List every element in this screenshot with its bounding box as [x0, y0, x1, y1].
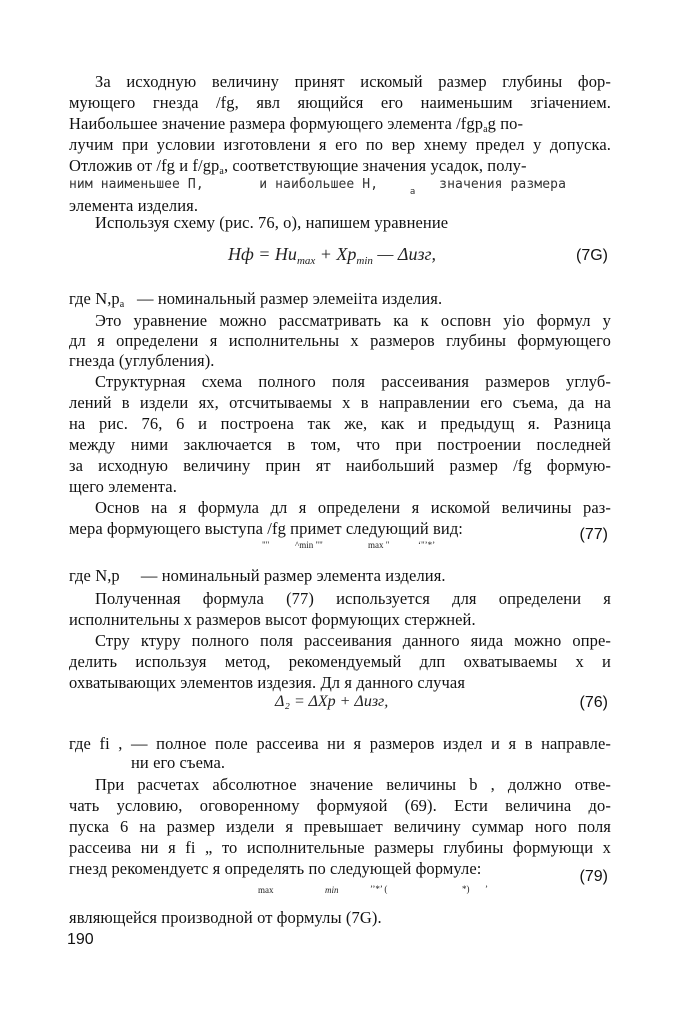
text-line: элемента изделия. [69, 196, 199, 215]
text-line: мующего гнезда /fg, явл яющийся его наименьшим згiачением. [69, 93, 611, 112]
text-line: на рис. 76, 6 и построена так же, как и предыдущ я. Разница [69, 414, 611, 433]
text-line: Это уравнение можно рассматривать ка к осповн yio формул у [95, 311, 611, 330]
text-line: лений в издели ях, отсчитываемы х в направлении его съема, да на [69, 393, 611, 412]
text-line: между ними заключается в том, что при построении последней [69, 435, 611, 454]
text-line: пуска 6 на размер издели я превышает величину суммар ного поля [69, 817, 611, 836]
text-line: охватывающих элементов издезия. Дл я данного случая [69, 673, 466, 692]
equation-number: (76) [579, 694, 608, 711]
text-line: Основ на я формула дл я определени я искомой величины раз- [95, 498, 611, 517]
text-line: где N,p — номинальный размер элемента изделия. [69, 566, 446, 585]
text-line: щего элемента. [69, 477, 177, 496]
equation-number: (79) [579, 868, 608, 885]
text-line: ни его съема. [131, 753, 226, 772]
text-line: исполнительны х размеров высот формующих стержней. [69, 610, 476, 629]
text-line: лучим при условии изготовлени я его по вер хнему предел у допуска. [69, 135, 611, 154]
text-line: Полученная формула (77) используется для определени я [95, 589, 611, 608]
text-line: делить используя метод, рекомендуемый длп охватываемы х и [69, 652, 611, 671]
text-line: где fi , — полное поле рассеива ни я размеров издел и я в направле- [69, 734, 611, 753]
text-line: рассеива ни я fi „ то исполнительные размеры глубины формующи х [69, 838, 611, 857]
equation-number: (77) [579, 526, 608, 543]
equation-77-fragment: "" [262, 540, 270, 550]
text-line: Структурная схема полного поля рассеивания размеров углуб- [95, 372, 611, 391]
text-line: мера формующего выступа /fg примет следующий вид: [69, 519, 463, 538]
text-line: являющейся производной от формулы (7G). [69, 908, 382, 927]
text-line: за исходную величину прин ят наибольший размер /fg формую- [69, 456, 611, 475]
page-number: 190 [67, 931, 94, 948]
equation-79-fragment: *) [462, 884, 470, 894]
equation-79-fragment: max [258, 885, 274, 895]
equation-79-fragment: ’ [485, 884, 488, 894]
text-line: Отложив от /fg и $f/gp_a$, соответствующие значения усадок, полу- [69, 156, 527, 177]
text-line: Стру ктуру полного поля рассеивания данного яида можно опре- [95, 631, 611, 650]
equation-76: Δ₂ = ΔXp + Δизг, [275, 693, 389, 710]
text-line: Наибольшее значение размера формующего элемента /fgp$_a$g по- [69, 114, 524, 135]
equation-77-fragment: max " [368, 540, 390, 550]
text-line: За исходную величину принят искомый размер глубины фор- [95, 72, 611, 91]
equation-77-fragment: ‘"’*’ [418, 540, 436, 550]
text-line: гнезд рекомендуетс я определять по следующей формуле: [69, 859, 482, 878]
text-line: где $N,p_a$ — номинальный размер элемеiiта изделия. [69, 289, 443, 310]
equation-7g: Hф = $Hu_{max} + Xp_{min}$ — Δизг, [228, 244, 437, 267]
text-line: чать условию, оговоренному формуяой (69). Ести величина до- [69, 796, 611, 815]
text-line: При расчетах абсолютное значение величины b , должно отве- [95, 775, 611, 794]
text-line: гнезда (углубления). [69, 351, 215, 370]
equation-number: (7G) [576, 247, 608, 264]
equation-77-fragment: ^min "" [295, 540, 323, 550]
equation-79-fragment: ’’*’ ( [370, 884, 388, 894]
text-line: дл я определени я исполнительны х размеров глубины формующего [69, 331, 611, 350]
equation-79-fragment: min [325, 885, 339, 895]
text-line-degraded: ним наименьшее П, и наибольшее Н, $_a$ значения размера [69, 177, 566, 197]
text-line: Используя схему (рис. 76, о), напишем уравнение [95, 213, 449, 232]
